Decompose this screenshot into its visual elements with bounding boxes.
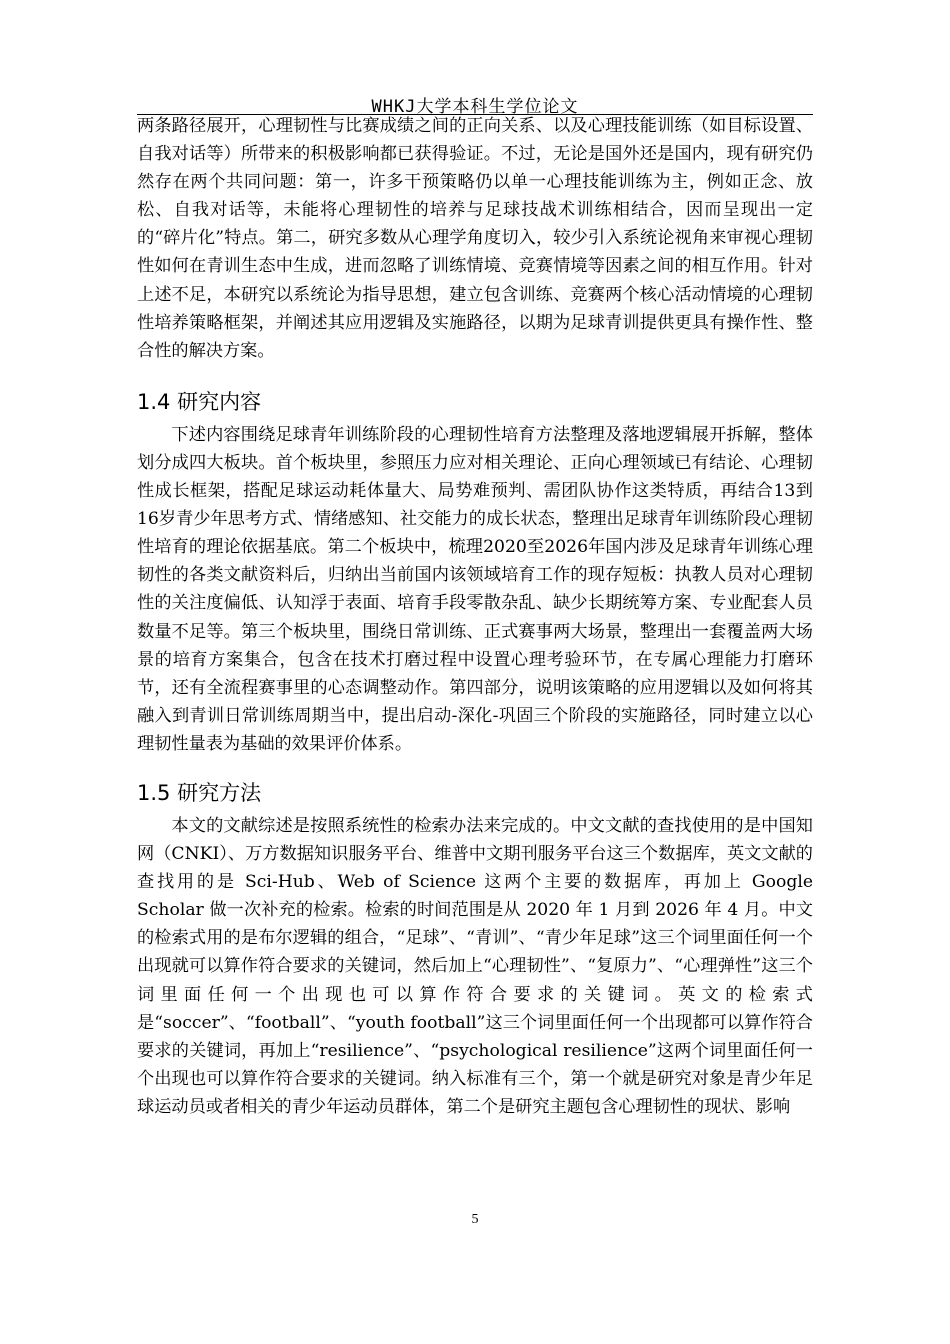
intro-paragraph: 两条路径展开，心理韧性与比赛成绩之间的正向关系、以及心理技能训练（如目标设置、自我对话等）所带来的积极影响都已获得验证。不过，无论是国外还是国内，现有研究仍然存在两个共同问题：第一，许多干预策略仍以单一心理技能训练为主，例如正念、放松、自我对话等，未能将心理韧性的培养与足球技战术训练相结合，因而呈现出一定的“碎片化”特点。第二，研究多数从心理学角度切入，较少引入系统论视角来审视心理韧性如何在青训生态中生成，进而忽略了训练情境、竞赛情境等因素之间的相互作用。针对上述不足，本研究以系统论为指导思想，建立包含训练、竞赛两个核心活动情境的心理韧性培养策略框架，并阐述其应用逻辑及实施路径，以期为足球青训提供更具有操作性、整合性的解决方案。 (137, 116, 813, 361)
running-header: WHKJ大学本科生学位论文 (371, 97, 579, 117)
section-paragraph-1-5: 本文的文献综述是按照系统性的检索办法来完成的。中文文献的查找使用的是中国知网（CNKI）、万方数据知识服务平台、维普中文期刊服务平台这三个数据库，英文文献的查找用的是 Sci-Hub、Web of Science 这两个主要的数据库，再加上 Google Scholar 做一次补充的检索。检索的时间范围是从 2020 年 1 月到 2026 年 4 月。中文的检索式用的是布尔逻辑的组合，“足球”、“青训”、“青少年足球”这三个词里面任何一个出现就可以算作符合要求的关键词，然后加上“心理韧性”、“复原力”、“心理弹性”这三个词里面任何一个出现也可以算作符合要求的关键词。英文的检索式是“soccer”、“football”、“youth football”这三个词里面任何一个出现都可以算作符合要求的关键词，再加上“resilience”、“psychological resilience”这两个词里面任何一个出现也可以算作符合要求的关键词。纳入标准有三个，第一个就是研究对象是青少年足球运动员或者相关的青少年运动员群体，第二个是研究主题包含心理韧性的现状、影响 (137, 815, 813, 1117)
page-number: 5 (471, 1212, 479, 1227)
section-heading-1-5: 1.5 研究方法 (137, 780, 262, 805)
section-heading-1-4: 1.4 研究内容 (137, 389, 262, 414)
body-text (137, 112, 813, 1121)
section-paragraph-1-4: 下述内容围绕足球青年训练阶段的心理韧性培育方法整理及落地逻辑展开拆解，整体划分成四大板块。首个板块里，参照压力应对相关理论、正向心理领域已有结论、心理韧性成长框架，搭配足球运动耗体量大、局势难预判、需团队协作这类特质，再结合13到16岁青少年思考方式、情绪感知、社交能力的成长状态，整理出足球青年训练阶段心理韧性培育的理论依据基底。第二个板块中，梳理2020至2026年国内涉及足球青年训练心理韧性的各类文献资料后，归纳出当前国内该领域培育工作的现存短板：执教人员对心理韧性的关注度偏低、认知浮于表面、培育手段零散杂乱、缺少长期统筹方案、专业配套人员数量不足等。第三个板块里，围绕日常训练、正式赛事两大场景，整理出一套覆盖两大场景的培育方案集合，包含在技术打磨过程中设置心理考验环节，在专属心理能力打磨环节，还有全流程赛事里的心态调整动作。第四部分，说明该策略的应用逻辑以及如何将其融入到青训日常训练周期当中，提出启动-深化-巩固三个阶段的实施路径，同时建立以心理韧性量表为基础的效果评价体系。 (137, 424, 813, 754)
